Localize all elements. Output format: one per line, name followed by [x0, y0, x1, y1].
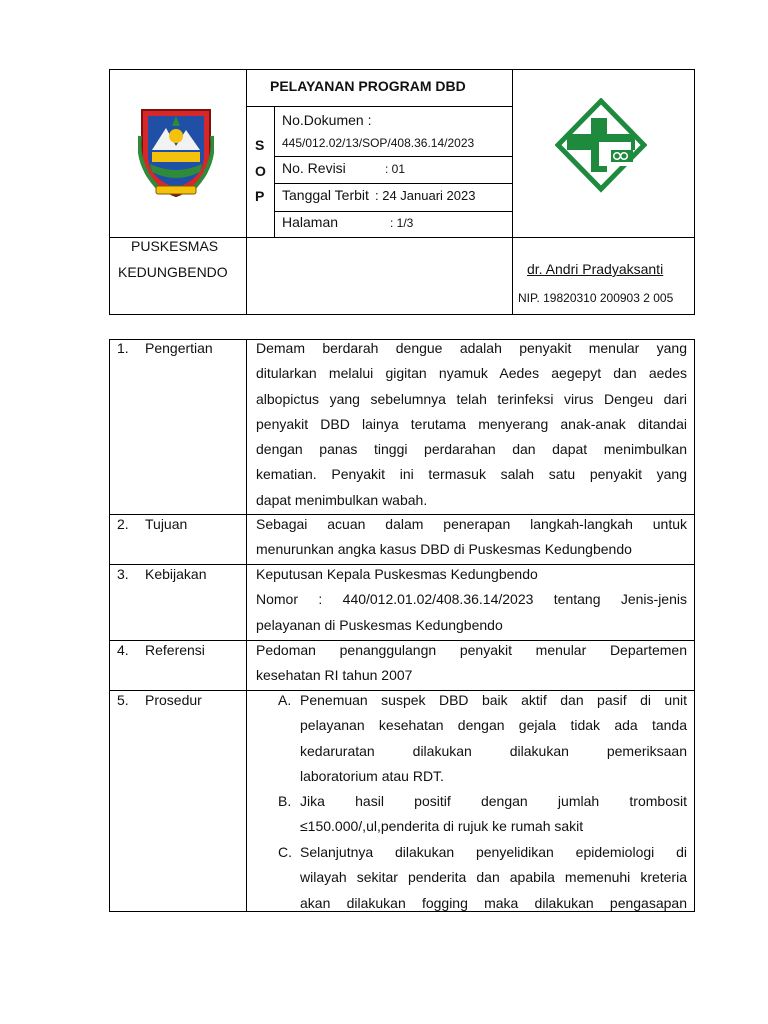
list-item-letter: C.	[278, 844, 292, 860]
section-text-referensi: Pedoman penanggulangn penyakit menular Departemen kesehatan RI tahun 2007	[256, 642, 687, 684]
doc-no-label: No.Dokumen :	[282, 112, 372, 128]
sop-letter-o: O	[255, 163, 266, 179]
doc-no-value: 445/012.02/13/SOP/408.36.14/2023	[282, 136, 475, 150]
list-item-b: Jika hasil positif dengan jumlah trombosit ≤150.000/,ul,penderita di rujuk ke rumah sakit	[300, 793, 687, 835]
org-name-line1: PUSKESMAS	[131, 238, 219, 254]
section-text-tujuan: Sebagai acuan dalam penerapan langkah-langkah untuk menurunkan angka kasus DBD di Puskesmas Kedungbendo	[256, 516, 687, 558]
halaman-label: Halaman	[282, 214, 339, 230]
section-label-pengertian: Pengertian	[145, 340, 213, 356]
signer-name: dr. Andri Pradyaksanti	[527, 261, 664, 277]
sop-letter-p: P	[255, 188, 265, 204]
list-item-a: Penemuan suspek DBD baik aktif dan pasif di unit pelayanan kesehatan dengan gejala tidak ada tanda kedaruratan dilakukan dilakukan pemeriksaan laboratorium atau RDT.	[300, 692, 687, 784]
signer-nip: NIP. 19820310 200903 2 005	[518, 291, 674, 305]
section-label-referensi: Referensi	[145, 642, 205, 658]
regency-coat-of-arms-icon	[138, 106, 214, 198]
section-label-prosedur: Prosedur	[145, 692, 202, 708]
section-number: 1.	[117, 340, 129, 356]
org-name-line2: KEDUNGBENDO	[118, 264, 228, 280]
sop-letter-s: S	[255, 137, 265, 153]
revisi-label: No. Revisi	[282, 160, 346, 176]
section-label-tujuan: Tujuan	[145, 516, 188, 532]
tanggal-value: : 24 Januari 2023	[375, 188, 476, 203]
list-item-letter: A.	[278, 692, 292, 708]
revisi-value: : 01	[385, 162, 406, 176]
tanggal-label: Tanggal Terbit	[282, 187, 369, 203]
section-label-kebijakan: Kebijakan	[145, 566, 207, 582]
puskesmas-green-cross-icon	[555, 98, 647, 193]
section-number: 4.	[117, 642, 129, 658]
section-number: 3.	[117, 566, 129, 582]
list-item-c: Selanjutnya dilakukan penyelidikan epidemiologi di wilayah sekitar penderita dan apabila memenuhi kreteria akan dilakukan fogging maka dilakukan pengasapan	[300, 844, 687, 911]
section-number: 5.	[117, 692, 129, 708]
section-text-kebijakan: Keputusan Kepala Puskesmas Kedungbendo Nomor : 440/012.01.02/408.36.14/2023 tentang Jenis-jenis pelayanan di Puskesmas Kedungbendo	[256, 566, 687, 633]
halaman-value: : 1/3	[390, 216, 414, 230]
document-title: PELAYANAN PROGRAM DBD	[270, 78, 466, 94]
list-item-letter: B.	[278, 793, 292, 809]
section-number: 2.	[117, 516, 129, 532]
section-text-pengertian: Demam berdarah dengue adalah penyakit menular yang ditularkan melalui gigitan nyamuk Aedes aegepyt dan aedes albopictus yang sebelumnya telah terinfeksi virus Dengeu dari penyakit DBD lainya terutama menyerang anak-anak ditandai dengan panas tinggi perdarahan dan dapat menimbulkan kematian. Penyakit ini termasuk salah satu penyakit yang dapat menimbulkan wabah.	[256, 340, 687, 508]
